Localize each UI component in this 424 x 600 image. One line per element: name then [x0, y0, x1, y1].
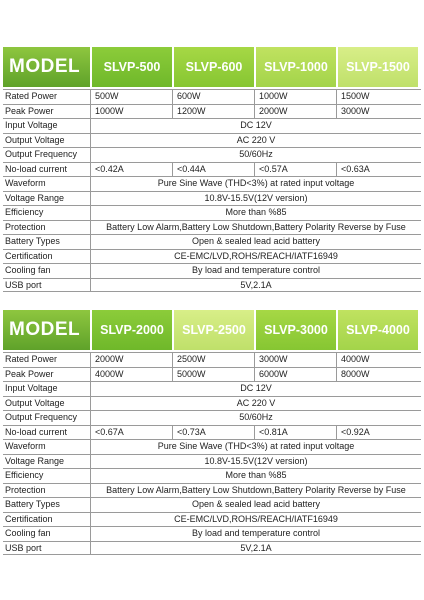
row-label: Certification: [5, 513, 53, 524]
product-slvp-3000: SLVP-3000: [256, 310, 336, 350]
table-row: [3, 147, 421, 162]
row-label: Efficiency: [5, 207, 44, 217]
table-row: [3, 367, 421, 382]
cell-value: By load and temperature control: [90, 527, 421, 541]
table-body: [3, 352, 421, 555]
row-label: No-load current: [5, 426, 68, 437]
cell-value: 1500W: [336, 90, 418, 104]
row-label: Cooling fan: [5, 265, 51, 275]
table-row: [3, 425, 421, 440]
row-label: Waveform: [5, 441, 46, 451]
table-row: [3, 118, 421, 133]
table-row: [3, 381, 421, 396]
row-label: Battery Types: [5, 236, 60, 246]
product-slvp-2000: SLVP-2000: [92, 310, 172, 350]
table-row: [3, 162, 421, 177]
cell-value: 5V,2.1A: [90, 542, 421, 555]
cell-value: 2500W: [172, 353, 254, 367]
cell-value: 50/60Hz: [90, 411, 421, 425]
cell-value: AC 220 V: [90, 134, 421, 148]
row-label: Voltage Range: [5, 192, 65, 203]
row-label: USB port: [5, 542, 42, 553]
cell-value: 5V,2.1A: [90, 279, 421, 292]
table-row: [3, 278, 421, 293]
table-row: [3, 483, 421, 498]
product-slvp-2500: SLVP-2500: [174, 310, 254, 350]
table-body: [3, 89, 421, 292]
row-label: Voltage Range: [5, 455, 65, 466]
cell-value: 10.8V-15.5V(12V version): [90, 455, 421, 469]
table-row: [3, 176, 421, 191]
product-slvp-4000: SLVP-4000: [338, 310, 418, 350]
cell-value: DC 12V: [90, 119, 421, 133]
cell-value: AC 220 V: [90, 397, 421, 411]
row-label: Waveform: [5, 178, 46, 188]
row-label: Output Voltage: [5, 397, 65, 408]
cell-value: 3000W: [254, 353, 336, 367]
cell-value: 600W: [172, 90, 254, 104]
table-row: [3, 191, 421, 206]
cell-value: <0.57A: [254, 163, 336, 177]
cell-value: By load and temperature control: [90, 264, 421, 278]
row-label: USB port: [5, 279, 42, 290]
cell-value: 1000W: [254, 90, 336, 104]
row-label: No-load current: [5, 163, 68, 174]
product-slvp-500: SLVP-500: [92, 47, 172, 87]
cell-value: Open & sealed lead acid battery: [90, 235, 421, 249]
cell-value: Open & sealed lead acid battery: [90, 498, 421, 512]
cell-value: 8000W: [336, 368, 418, 382]
cell-value: CE-EMC/LVD,ROHS/REACH/IATF16949: [90, 250, 421, 264]
cell-value: 10.8V-15.5V(12V version): [90, 192, 421, 206]
table-row: [3, 410, 421, 425]
cell-value: CE-EMC/LVD,ROHS/REACH/IATF16949: [90, 513, 421, 527]
model-header: MODEL: [3, 47, 90, 87]
table-row: [3, 541, 421, 556]
table-row: [3, 234, 421, 249]
row-label: Peak Power: [5, 368, 54, 379]
row-label: Input Voltage: [5, 383, 58, 393]
cell-value: Battery Low Alarm,Battery Low Shutdown,Battery Polarity Reverse by Fuse: [90, 484, 421, 498]
spec-table-2: [3, 310, 421, 555]
table-row: [3, 133, 421, 148]
cell-value: <0.44A: [172, 163, 254, 177]
row-label: Protection: [5, 221, 46, 232]
table-row: [3, 396, 421, 411]
row-label: Efficiency: [5, 470, 44, 480]
row-label: Peak Power: [5, 105, 54, 116]
table-header: [3, 310, 421, 350]
table-row: [3, 439, 421, 454]
cell-value: 4000W: [336, 353, 418, 367]
product-slvp-600: SLVP-600: [174, 47, 254, 87]
table-row: [3, 205, 421, 220]
cell-value: 3000W: [336, 105, 418, 119]
cell-value: 5000W: [172, 368, 254, 382]
table-row: [3, 512, 421, 527]
cell-value: <0.67A: [90, 426, 172, 440]
cell-value: Pure Sine Wave (THD<3%) at rated input voltage: [90, 440, 421, 454]
row-label: Input Voltage: [5, 120, 58, 130]
cell-value: 1000W: [90, 105, 172, 119]
table-row: [3, 468, 421, 483]
table-header: [3, 47, 421, 87]
row-label: Cooling fan: [5, 528, 51, 538]
table-row: [3, 526, 421, 541]
table-row: [3, 497, 421, 512]
row-label: Output Frequency: [5, 149, 78, 159]
table-row: [3, 89, 421, 104]
cell-value: <0.92A: [336, 426, 418, 440]
row-label: Output Frequency: [5, 412, 78, 422]
cell-value: <0.73A: [172, 426, 254, 440]
product-slvp-1000: SLVP-1000: [256, 47, 336, 87]
cell-value: 2000W: [90, 353, 172, 367]
cell-value: 6000W: [254, 368, 336, 382]
table-row: [3, 220, 421, 235]
table-row: [3, 352, 421, 367]
table-row: [3, 249, 421, 264]
row-label: Output Voltage: [5, 134, 65, 145]
cell-value: DC 12V: [90, 382, 421, 396]
cell-value: 500W: [90, 90, 172, 104]
row-label: Protection: [5, 484, 46, 495]
cell-value: More than %85: [90, 206, 421, 220]
cell-value: 1200W: [172, 105, 254, 119]
cell-value: Pure Sine Wave (THD<3%) at rated input voltage: [90, 177, 421, 191]
cell-value: 50/60Hz: [90, 148, 421, 162]
cell-value: Battery Low Alarm,Battery Low Shutdown,Battery Polarity Reverse by Fuse: [90, 221, 421, 235]
product-slvp-1500: SLVP-1500: [338, 47, 418, 87]
cell-value: <0.81A: [254, 426, 336, 440]
row-label: Rated Power: [5, 91, 58, 101]
cell-value: <0.63A: [336, 163, 418, 177]
cell-value: 2000W: [254, 105, 336, 119]
model-header: MODEL: [3, 310, 90, 350]
row-label: Battery Types: [5, 499, 60, 509]
cell-value: <0.42A: [90, 163, 172, 177]
cell-value: 4000W: [90, 368, 172, 382]
spec-table-1: [3, 47, 421, 292]
table-row: [3, 454, 421, 469]
row-label: Rated Power: [5, 354, 58, 364]
table-row: [3, 104, 421, 119]
row-label: Certification: [5, 250, 53, 261]
table-row: [3, 263, 421, 278]
cell-value: More than %85: [90, 469, 421, 483]
